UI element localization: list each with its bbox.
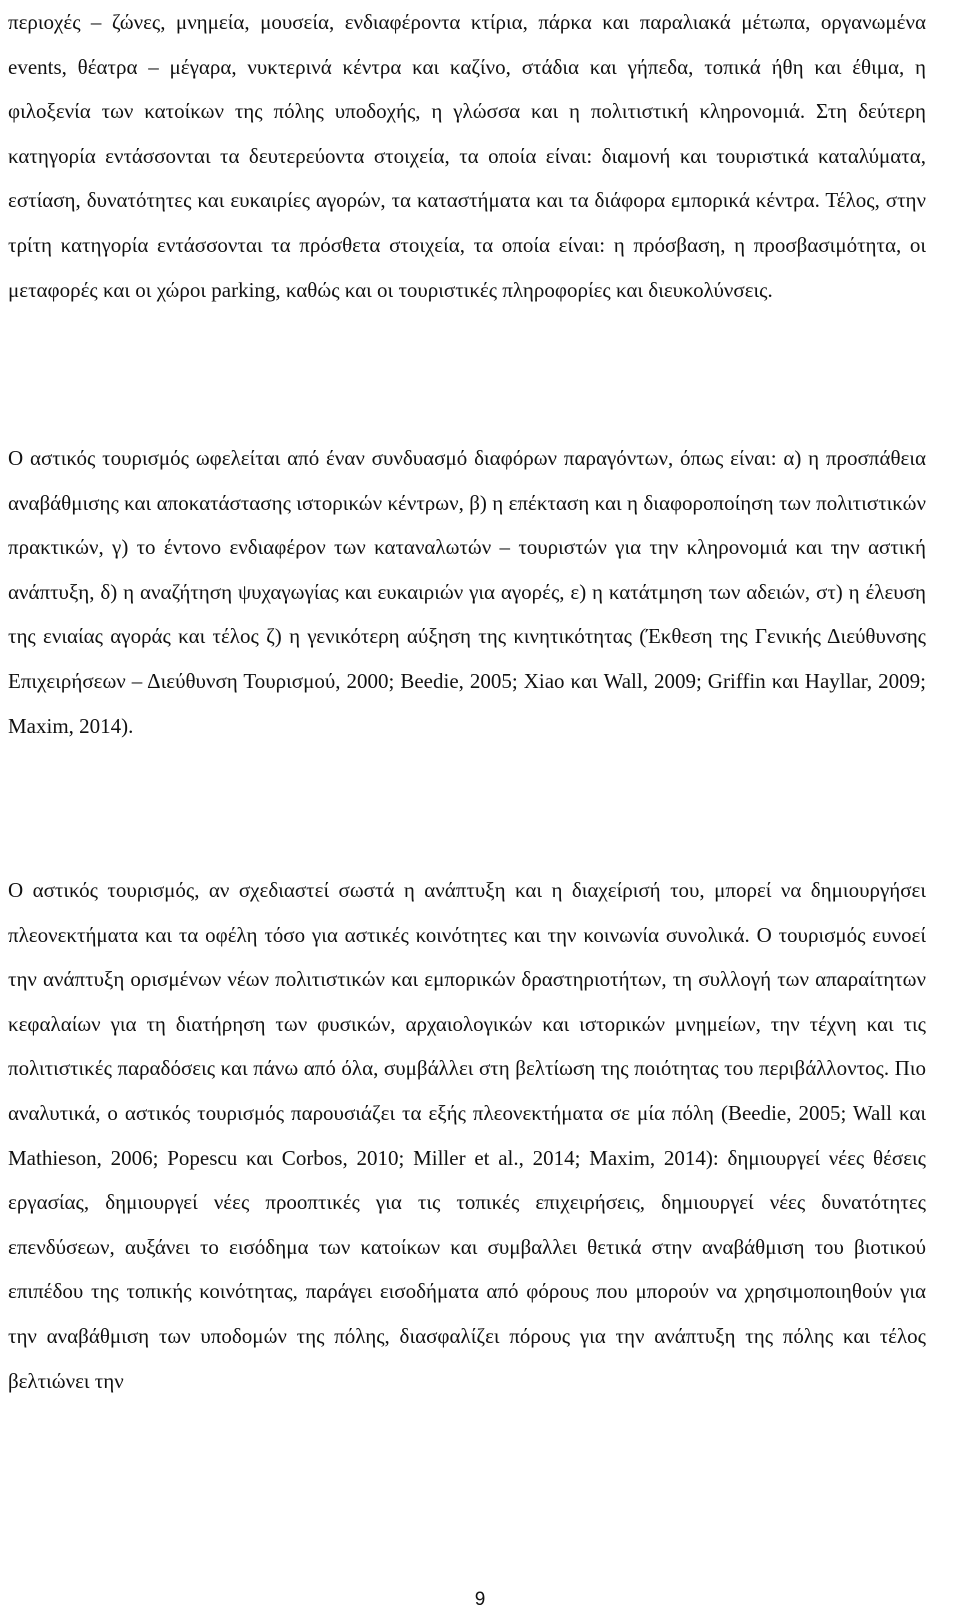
paragraph-urban-tourism-benefits: Ο αστικός τουρισμός, αν σχεδιαστεί σωστά η ανάπτυξη και η διαχείρισή του, μπορεί να δημιουργήσει πλεονεκτήματα και τα οφέλη τόσο για αστικές κοινότητες και την κοινωνία συνολικά. Ο τουρισμός ευνοεί την ανάπτυξη ορισμένων νέων πολιτιστικών και εμπορικών δραστηριοτήτων, τη συλλογή των απαραίτητων κεφαλαίων για τη διατήρηση των φυσικών, αρχαιολογικών και ιστορικών μνημείων, την τέχνη και τις πολιτιστικές παραδόσεις και πάνω από όλα, συμβάλλει στη βελτίωση της ποιότητας του περιβάλλοντος. Πιο αναλυτικά, ο αστικός τουρισμός παρουσιάζει τα εξής πλεονεκτήματα σε μία πόλη (Beedie, 2005; Wall και Mathieson, 2006; Popescu και Corbos, 2010; Miller et al., 2014; Maxim, 2014): δημιουργεί νέες θέσεις εργασίας, δημιουργεί νέες προοπτικές για τις τοπικές επιχειρήσεις, δημιουργεί νέες δυνατότητες επενδύσεων, αυξάνει το εισόδημα των κατοίκων και συμβαλλει θετικά στην αναβάθμιση του βιοτικού επιπέδου της τοπικής κοινότητας, παράγει εισοδήματα από φόρους που μπορούν να χρησιμοποιηθούν για την αναβάθμιση των υποδομών της πόλης, διασφαλίζει πόρους για την ανάπτυξη της πόλης και τέλος βελτιώνει την xyxy=(8,878,926,1393)
page-number: 9 xyxy=(474,1589,486,1610)
paragraph-attractions: περιοχές – ζώνες, μνημεία, μουσεία, ενδιαφέροντα κτίρια, πάρκα και παραλιακά μέτωπα, οργανωμένα events, θέατρα – μέγαρα, νυκτερινά κέντρα και καζίνο, στάδια και γήπεδα, τοπικά ήθη και έθιμα, η φιλοξενία των κατοίκων της πόλης υποδοχής, η γλώσσα και η πολιτιστική κληρονομιά. Στη δεύτερη κατηγορία εντάσσονται τα δευτερεύοντα στοιχεία, τα οποία είναι: διαμονή και τουριστικά καταλύματα, εστίαση, δυνατότητες και ευκαιρίες αγορών, τα καταστήματα και τα διάφορα εμπορικά κέντρα. Τέλος, στην τρίτη κατηγορία εντάσσονται τα πρόσθετα στοιχεία, τα οποία είναι: η πρόσβαση, η προσβασιμότητα, οι μεταφορές και οι χώροι parking, καθώς και οι τουριστικές πληροφορίες και διευκολύνσεις. xyxy=(8,10,926,302)
paragraph-urban-tourism-factors: Ο αστικός τουρισμός ωφελείται από έναν συνδυασμό διαφόρων παραγόντων, όπως είναι: α) η προσπάθεια αναβάθμισης και αποκατάστασης ιστορικών κέντρων, β) η επέκταση και η διαφοροποίηση των πολιτιστικών πρακτικών, γ) το έντονο ενδιαφέρον των καταναλωτών – τουριστών για την κληρονομιά και την αστική ανάπτυξη, δ) η αναζήτηση ψυχαγωγίας και ευκαιριών για αγορές, ε) η κατάτμηση των αδειών, στ) η έλευση της ενιαίας αγοράς και τέλος ζ) η γενικότερη αύξηση της κινητικότητας (Έκθεση της Γενικής Διεύθυνσης Επιχειρήσεων – Διεύθυνση Τουρισμού, 2000; Beedie, 2005; Xiao και Wall, 2009; Griffin και Hayllar, 2009; Maxim, 2014). xyxy=(8,446,926,738)
